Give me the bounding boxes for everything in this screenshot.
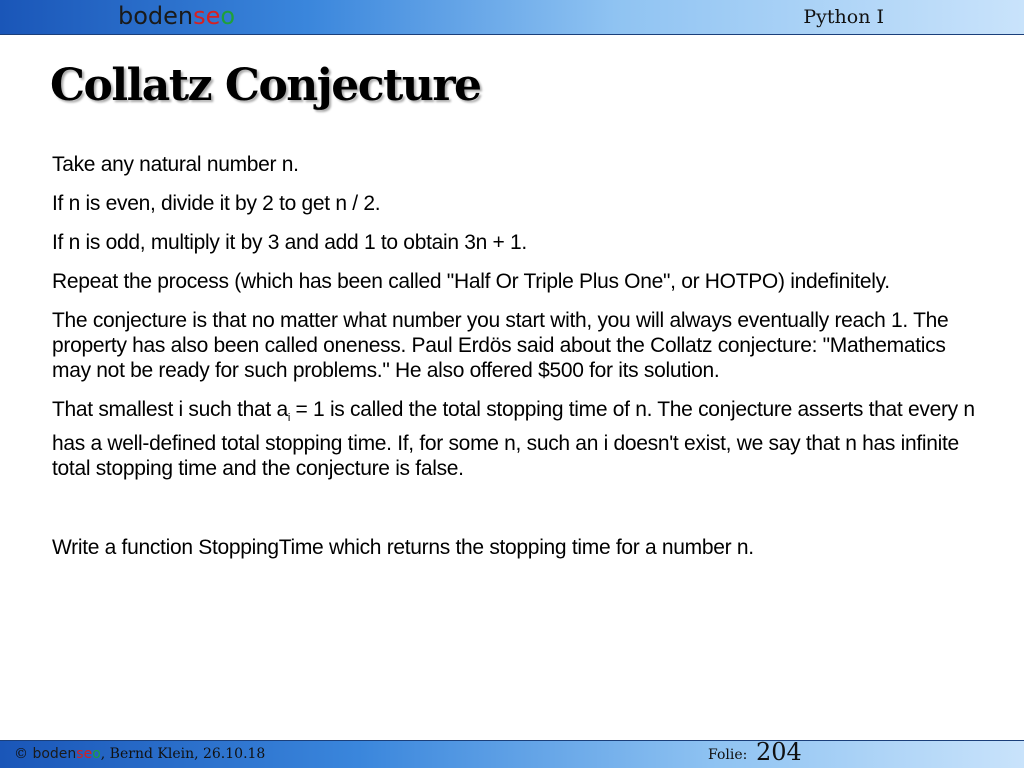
paragraph-repeat: Repeat the process (which has been called "Half Or Triple Plus One", or HOTPO) indefinitely. xyxy=(52,270,890,293)
footer-credit: © bodenseo, Bernd Klein, 26.10.18 xyxy=(14,746,266,762)
slide-content xyxy=(52,152,977,574)
paragraph-odd-rule: If n is odd, multiply it by 3 and add 1 to obtain 3n + 1. xyxy=(52,231,527,254)
slide-title: Collatz Conjecture xyxy=(50,60,481,111)
paragraph-even-rule: If n is even, divide it by 2 to get n / 2. xyxy=(52,192,381,215)
paragraph-conjecture: The conjecture is that no matter what number you start with, you will always eventually reach 1. The property has also been called oneness. Paul Erdös said about the Collatz conjecture: "Mathematics may not be ready for such problems." He also offered $500 for its solution. xyxy=(52,309,949,382)
paragraph-stopping-time: That smallest i such that $a_i = 1$ is called the total stopping time of n. The conjecture asserts that every n has a well-defined total stopping time. If, for some n, such an i doesn't exist, we say that n has infinite total stopping time and the conjecture is false. xyxy=(52,398,975,481)
paragraph-task: Write a function StoppingTime which returns the stopping time for a number n. xyxy=(52,536,754,560)
slide-number: 204 xyxy=(756,738,802,766)
course-title: Python I xyxy=(803,6,884,28)
bodenseo-logo: bodenseo xyxy=(118,2,236,30)
footer-bar xyxy=(0,740,1024,768)
paragraph-natural-number: Take any natural number n. xyxy=(52,153,299,176)
folie-label: Folie: xyxy=(708,747,748,763)
header-bar xyxy=(0,0,1024,35)
subscript-i: i xyxy=(287,412,290,425)
